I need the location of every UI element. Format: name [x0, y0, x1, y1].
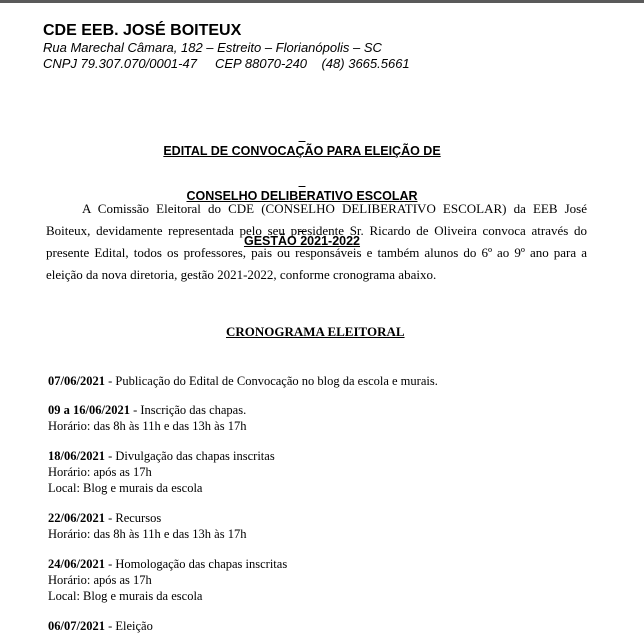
title-line-1: EDITAL DE CONVOCAÇÃO PARA ELEIÇÃO DE [163, 144, 441, 158]
cronograma-heading: CRONOGRAMA ELEITORAL [226, 324, 405, 339]
entry-detail: Horário: das 8h às 11h e das 13h às 17h [48, 527, 247, 541]
school-name: CDE EEB. JOSÉ BOITEUX [43, 22, 242, 39]
entry-detail: Horário: após as 17h [48, 465, 152, 479]
schedule-entry [48, 402, 246, 434]
school-contact: CNPJ 79.307.070/0001-47 CEP 88070-240 (48) 3665.5661 [43, 56, 410, 71]
title-line-2: CONSELHO DELIBERATIVO ESCOLAR [186, 189, 418, 203]
title-line-3: GESTÃO 2021-2022 [243, 234, 361, 248]
entry-detail: Local: Blog e murais da escola [48, 481, 203, 495]
entry-date: 09 a 16/06/2021 [48, 403, 130, 417]
paragraph-line-2: Boiteux, devidamente representada pelo seu presidente Sr. Ricardo de Oliveira convoca através do [46, 223, 587, 238]
schedule-entry [48, 373, 438, 389]
entry-date: 06/07/2021 [48, 619, 105, 633]
letterhead [43, 21, 410, 72]
convocation-paragraph [46, 198, 587, 286]
paragraph-line-4: eleição da nova diretoria, gestão 2021-2022, conforme cronograma abaixo. [46, 267, 437, 282]
entry-detail: Horário: das 8h às 11h e das 13h às 17h [48, 419, 247, 433]
paragraph-line-3: presente Edital, todos os professores, pais ou responsáveis e também alunos do 6º ao 9º ano para a [46, 245, 587, 260]
entry-date: 07/06/2021 [48, 374, 105, 388]
school-address: Rua Marechal Câmara, 182 – Estreito – Florianópolis – SC [43, 40, 382, 55]
entry-date: 24/06/2021 [48, 557, 105, 571]
entry-description: - Eleição [104, 619, 153, 633]
entry-date: 22/06/2021 [48, 511, 105, 525]
entry-description: - Recursos [104, 511, 162, 525]
entry-description: - Publicação do Edital de Convocação no blog da escola e murais. [104, 374, 438, 388]
entry-detail: Local: Blog e murais da escola [48, 589, 203, 603]
entry-description: - Divulgação das chapas inscritas [104, 449, 275, 463]
schedule-entry [48, 556, 287, 604]
paragraph-line-1: A Comissão Eleitoral do CDE (CONSELHO DELIBERATIVO ESCOLAR) da EEB José [82, 201, 587, 216]
schedule-entry [48, 448, 275, 496]
entry-detail: Horário: após as 17h [48, 573, 152, 587]
schedule-entry [48, 618, 153, 634]
entry-description: - Inscrição das chapas. [129, 403, 247, 417]
schedule-entry [48, 510, 246, 542]
page-top-border [0, 0, 644, 3]
entry-description: - Homologação das chapas inscritas [104, 557, 288, 571]
entry-date: 18/06/2021 [48, 449, 105, 463]
